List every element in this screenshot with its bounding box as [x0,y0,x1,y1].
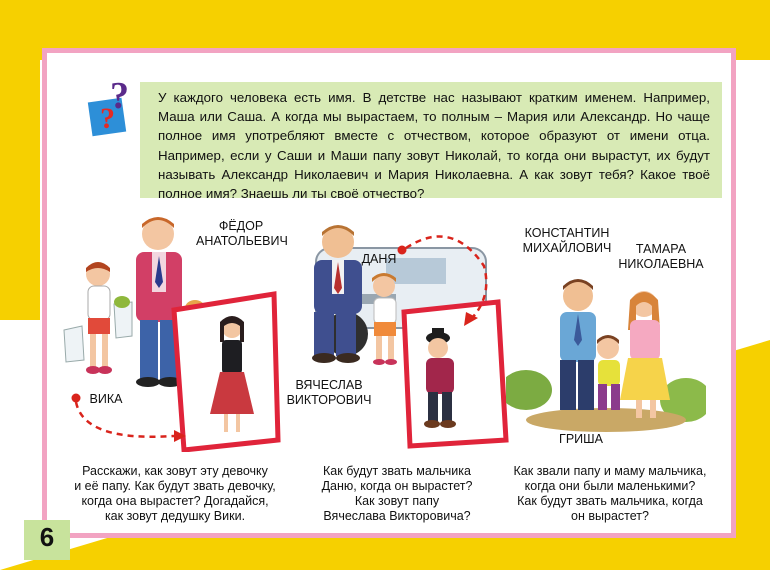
label-vyacheslav [284,378,374,408]
caption-left-line: как зовут дедушку Вики. [104,509,246,523]
caption-right-line: Как звали папу и маму мальчика, [513,464,707,478]
label-vyacheslav-line2: ВИКТОРОВИЧ [286,393,372,407]
label-tamara [616,242,706,272]
question-icon [86,74,136,148]
label-tamara-line1: ТАМАРА [635,242,687,256]
label-vika: ВИКА [89,392,123,406]
label-fedor-line2: АНАТОЛЬЕВИЧ [196,234,288,248]
label-fedor-line1: ФЁДОР [218,219,264,233]
caption-right-line: он вырастет? [571,509,649,523]
label-fedor [196,219,286,249]
label-grisha: ГРИША [559,432,603,446]
svg-text:?: ? [110,75,129,117]
label-konstantin-line1: КОНСТАНТИН [524,226,610,240]
caption-middle-line: Как зовут папу [354,494,440,508]
label-tamara-line2: НИКОЛАЕВНА [618,257,704,271]
family-illustration [506,270,706,440]
yellow-left-band [0,0,40,320]
caption-middle [304,464,490,524]
caption-left [68,464,282,524]
caption-middle-line: Вячеслава Викторовича? [323,509,471,523]
caption-left-line: когда она вырастет? Догадайся, [81,494,269,508]
label-vyacheslav-line1: ВЯЧЕСЛАВ [295,378,363,392]
label-konstantin-line2: МИХАЙЛОВИЧ [522,241,612,255]
danya-dashed-arrow [392,226,502,336]
page-number: 6 [39,522,55,552]
svg-text:?: ? [100,102,115,135]
caption-right-line: Как будут звать мальчика, когда [517,494,703,508]
caption-middle-line: Как будут звать мальчика [323,464,471,478]
label-konstantin [522,226,612,256]
caption-left-line: Расскажи, как зовут эту девочку [82,464,268,478]
caption-right [506,464,714,524]
caption-right-line: когда они были маленькими? [524,479,696,493]
caption-left-line: и её папу. Как будут звать девочку, [74,479,276,493]
caption-middle-line: Даню, когда он вырастет? [321,479,473,493]
intro-text: У каждого человека есть имя. В детстве нас называют кратким именем. Например, Маша или Саша. А когда мы вырастаем, то полным – Мария или Александр. Но чаще полное имя употребляют вместе с отчеством, которое образуют от имени отца. Например, если у Саши и Маши папу зовут Николай, то когда они вырастут, их будут называть Александр Николаевич и Мария Николаевна. А как зовут тебя? Какое твоё полное имя? Знаешь ли ты своё отчество? [158,90,710,202]
label-danya: ДАНЯ [361,252,397,266]
